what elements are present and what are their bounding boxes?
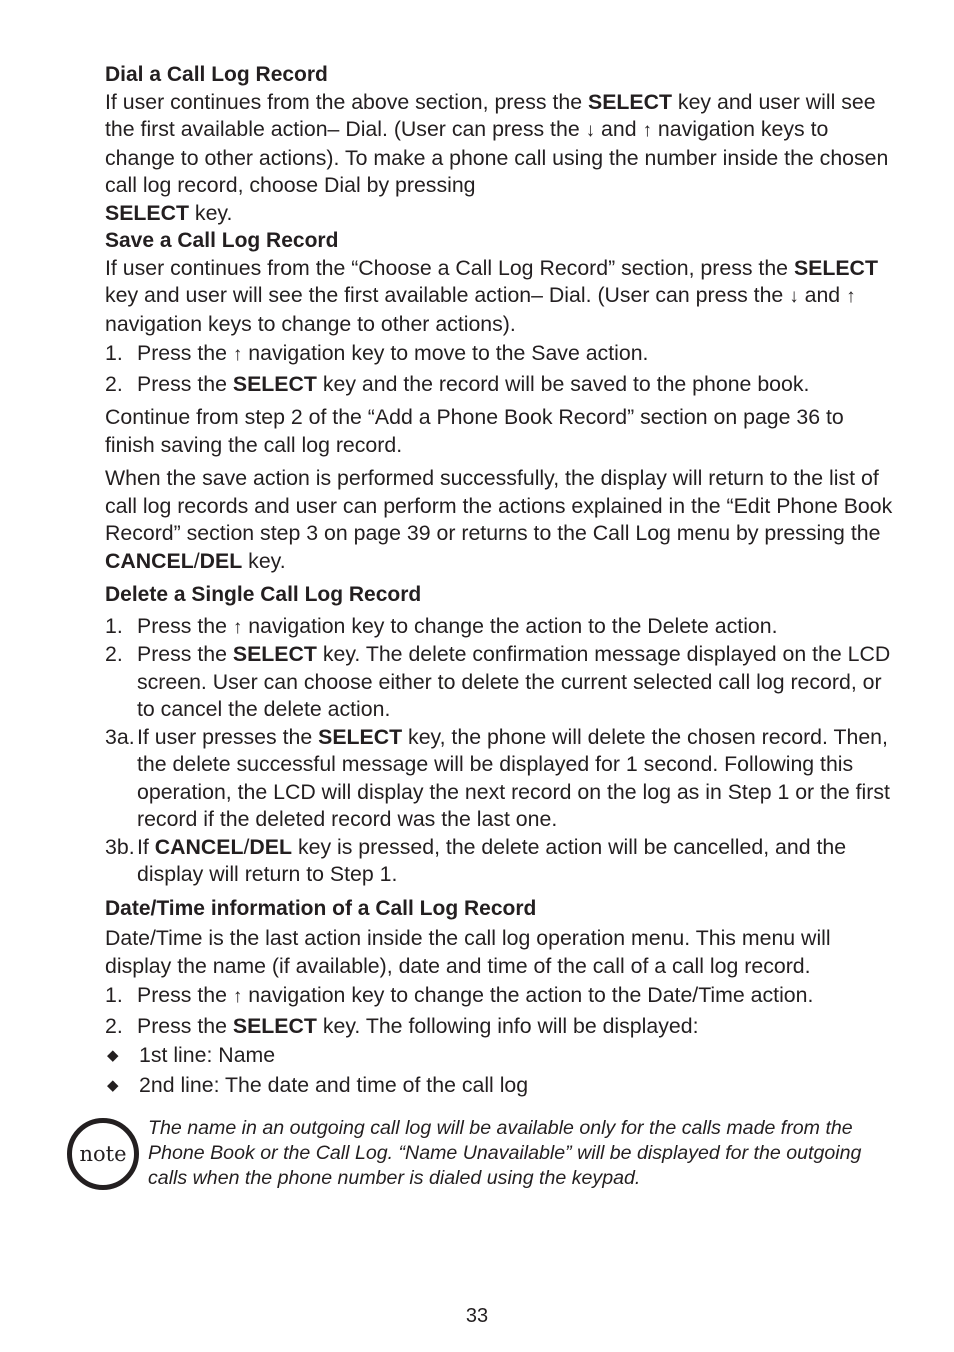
date-time-paragraph: Date/Time is the last action inside the call log operation menu. This menu will display the name (if available), date and time of the call of a call log record.: [105, 926, 831, 978]
select-key-label: SELECT: [232, 371, 317, 396]
cancel-key-label: CANCEL: [154, 834, 244, 859]
continue-paragraph: Continue from step 2 of the “Add a Phone Book Record” section on page 36 to finish saving the call log record.: [105, 405, 844, 457]
del-key-label: DEL: [249, 834, 293, 859]
up-arrow-icon: ↑: [232, 986, 243, 1007]
list-item: 2. Press the SELECT key. The following info will be displayed:: [105, 1013, 699, 1038]
up-arrow-icon: ↑: [846, 286, 856, 307]
heading-date-time-information: Date/Time information of a Call Log Record: [105, 896, 537, 920]
save-paragraph: If user continues from the “Choose a Call Log Record” section, press the SELECT key and user will see the first available action– Dial. (User can press the ↓ and ↑ navigation keys to change to other actions).: [105, 255, 878, 336]
down-arrow-icon: ↓: [585, 120, 596, 141]
select-key-label: SELECT: [105, 200, 190, 225]
select-key-label: SELECT: [318, 724, 403, 749]
heading-dial-call-log-record: Dial a Call Log Record: [105, 63, 328, 86]
note-text: The name in an outgoing call log will be available only for the calls made from the Phone Book or the Call Log. “Name Unavailable” will be displayed for the outgoing calls when the phone number is dialed using the keypad.: [148, 1117, 862, 1189]
select-key-label: SELECT: [588, 89, 673, 114]
list-item: 1. Press the ↑ navigation key to move to the Save action.: [105, 340, 895, 369]
diamond-bullet-icon: ◆: [107, 1076, 119, 1094]
note-box: [67, 1116, 897, 1196]
down-arrow-icon: ↓: [789, 286, 799, 307]
up-arrow-icon: ↑: [232, 344, 243, 365]
save-success-paragraph: When the save action is performed successfully, the display will return to the list of call log records and user can perform the actions explained in the “Edit Phone Book Record” section step 3 on page 39 or returns to the Call Log menu by pressing the CANCEL/DEL key.: [105, 466, 893, 573]
note-icon: note: [67, 1118, 139, 1190]
list-item: 3b. If CANCEL/DEL key is pressed, the delete action will be cancelled, and the display will return to Step 1.: [105, 834, 847, 886]
dial-paragraph: If user continues from the above section, press the SELECT key and user will see the first available action– Dial. (User can press the ↓ and ↑ navigation keys to change to other actions). To make a phone call using the number inside the chosen call log record, choose Dial by pressing SELECT key.: [105, 89, 889, 225]
cancel-key-label: CANCEL: [105, 548, 194, 573]
del-key-label: DEL: [199, 548, 243, 573]
up-arrow-icon: ↑: [642, 120, 652, 141]
list-item: 1. Press the ↑ navigation key to change the action to the Date/Time action.: [105, 982, 895, 1011]
heading-save-call-log-record: Save a Call Log Record: [105, 229, 339, 252]
select-key-label: SELECT: [793, 255, 878, 280]
up-arrow-icon: ↑: [232, 616, 243, 638]
heading-delete-call-log-record: Delete a Single Call Log Record: [105, 583, 422, 606]
page-number: 33: [465, 1305, 489, 1327]
select-key-label: SELECT: [232, 642, 317, 666]
diamond-bullet-icon: ◆: [107, 1047, 119, 1064]
list-item: ◆ 1st line: Name: [105, 1042, 895, 1070]
list-item: ◆ 2nd line: The date and time of the call log: [105, 1072, 895, 1100]
list-item: 1. Press the ↑ navigation key to change the action to the Delete action.: [105, 613, 895, 642]
list-item: 2. Press the SELECT key and the record will be saved to the phone book.: [105, 371, 810, 396]
select-key-label: SELECT: [232, 1013, 317, 1038]
page-content: [105, 61, 895, 1099]
list-item: 2. Press the SELECT key. The delete confirmation message displayed on the LCD screen. User can choose either to delete the current selected call log record, or to cancel the delete action.: [105, 642, 891, 721]
list-item: 3a. If user presses the SELECT key, the phone will delete the chosen record. Then, the delete successful message will be displayed for 1 second. Following this operation, the LCD will display the next record on the log as in Step 1 or the first record if the deleted record was the last one.: [105, 724, 890, 831]
